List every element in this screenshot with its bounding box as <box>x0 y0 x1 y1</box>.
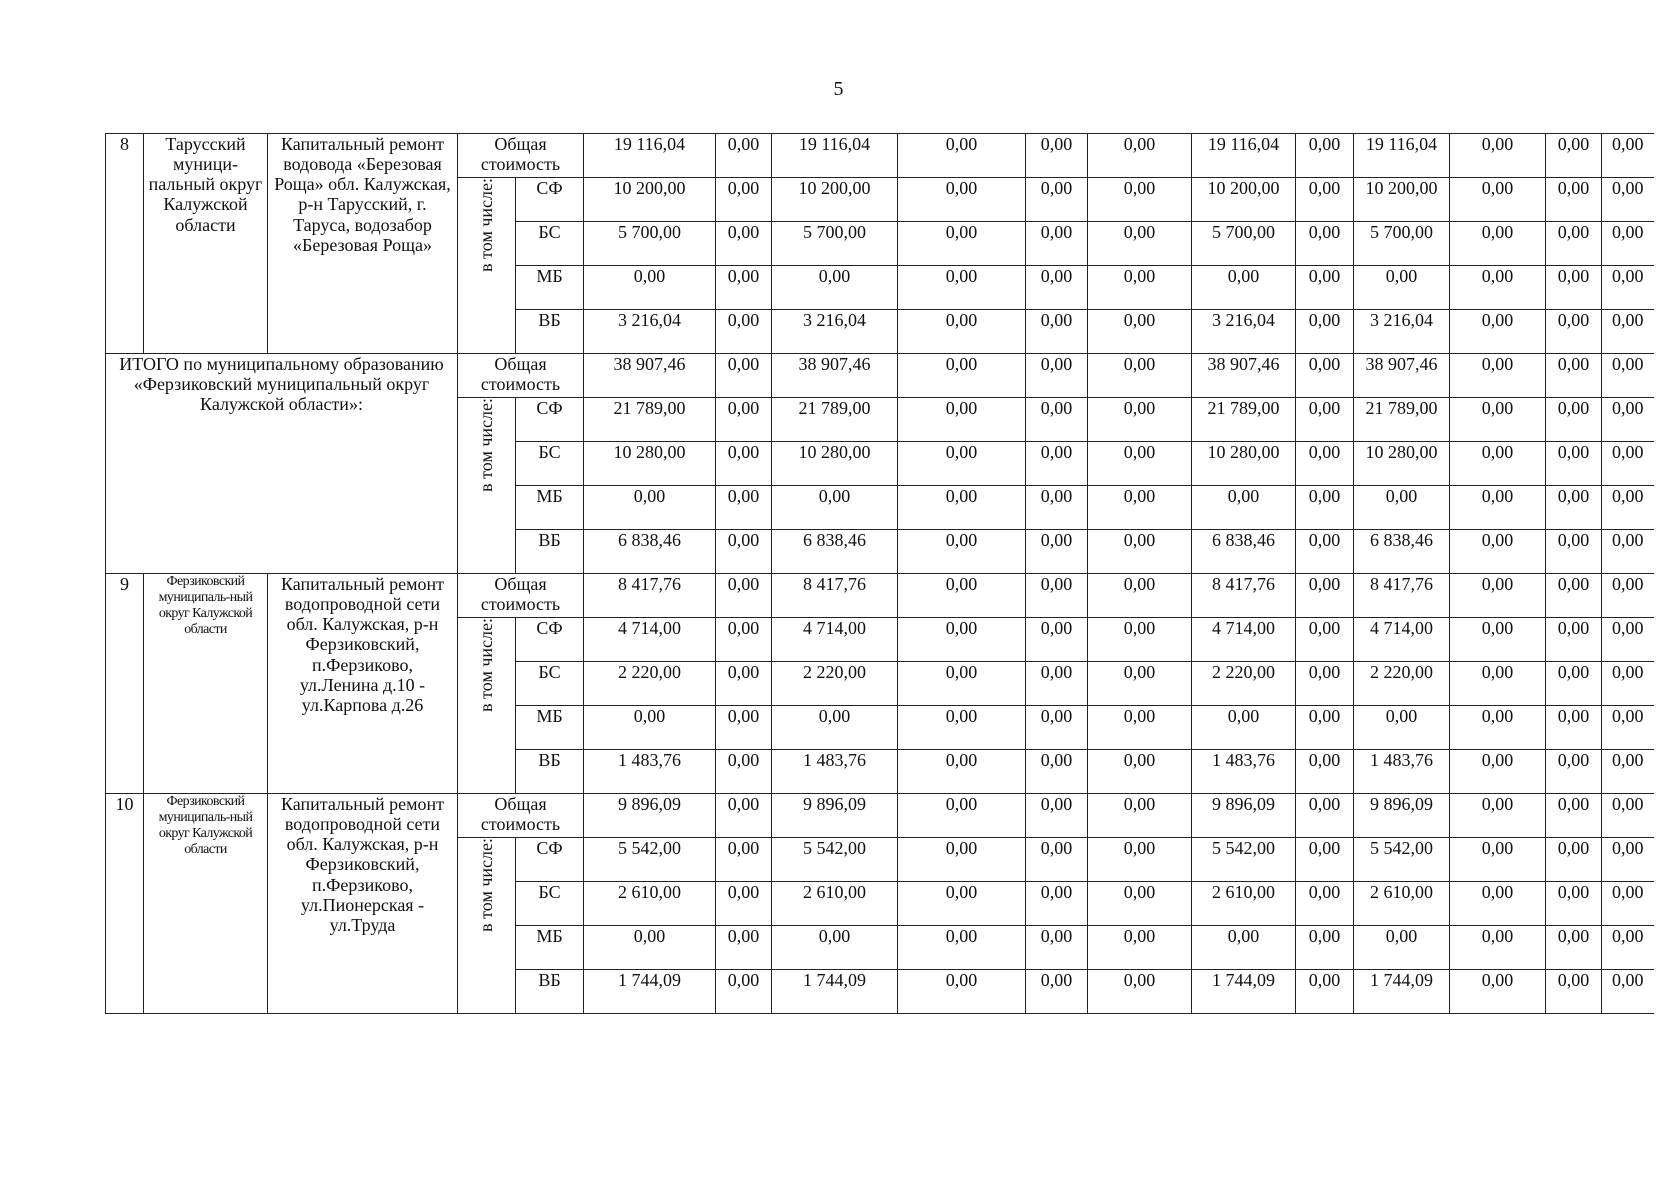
value-cell: 0,00 <box>772 486 898 530</box>
value-cell: 0,00 <box>898 266 1026 310</box>
value-cell: 0,00 <box>716 618 772 662</box>
municipality-cell: Ферзиковский муниципаль-ный округ Калужской области <box>144 794 268 1014</box>
value-cell: 5 700,00 <box>1354 222 1450 266</box>
value-cell: 0,00 <box>716 354 772 398</box>
value-cell: 6 838,46 <box>584 530 716 574</box>
value-cell: 0,00 <box>1088 178 1192 222</box>
including-label: в том числе: <box>476 618 497 712</box>
funding-source-sf: СФ <box>516 838 584 882</box>
value-cell: 0,00 <box>1296 310 1354 354</box>
value-cell: 0,00 <box>716 486 772 530</box>
value-cell: 0,00 <box>1602 574 1654 618</box>
table-row <box>106 574 1654 618</box>
value-cell: 0,00 <box>1546 574 1602 618</box>
value-cell: 0,00 <box>898 970 1026 1014</box>
value-cell: 5 542,00 <box>1354 838 1450 882</box>
value-cell: 0,00 <box>898 310 1026 354</box>
value-cell: 0,00 <box>1026 970 1088 1014</box>
funding-source-vb: ВБ <box>516 750 584 794</box>
value-cell: 0,00 <box>1602 486 1654 530</box>
value-cell: 0,00 <box>584 266 716 310</box>
value-cell: 0,00 <box>1088 662 1192 706</box>
value-cell: 0,00 <box>1026 882 1088 926</box>
value-cell: 0,00 <box>1026 310 1088 354</box>
value-cell: 0,00 <box>1026 442 1088 486</box>
value-cell: 2 610,00 <box>584 882 716 926</box>
value-cell: 0,00 <box>898 838 1026 882</box>
value-cell: 4 714,00 <box>1354 618 1450 662</box>
value-cell: 10 280,00 <box>1354 442 1450 486</box>
value-cell: 0,00 <box>898 486 1026 530</box>
including-label: в том числе: <box>476 178 497 272</box>
value-cell: 6 838,46 <box>1354 530 1450 574</box>
value-cell: 0,00 <box>1026 574 1088 618</box>
including-label-cell <box>458 618 516 794</box>
value-cell: 0,00 <box>1088 354 1192 398</box>
value-cell: 0,00 <box>1296 266 1354 310</box>
value-cell: 10 200,00 <box>772 178 898 222</box>
value-cell: 0,00 <box>1354 266 1450 310</box>
value-cell: 0,00 <box>1602 222 1654 266</box>
value-cell: 0,00 <box>1296 178 1354 222</box>
value-cell: 0,00 <box>1088 310 1192 354</box>
value-cell: 0,00 <box>1546 662 1602 706</box>
value-cell: 0,00 <box>1450 530 1546 574</box>
value-cell: 5 700,00 <box>584 222 716 266</box>
value-cell: 0,00 <box>1296 354 1354 398</box>
value-cell: 0,00 <box>1602 398 1654 442</box>
funding-source-bs: БС <box>516 882 584 926</box>
value-cell: 0,00 <box>1026 266 1088 310</box>
value-cell: 0,00 <box>898 398 1026 442</box>
value-cell: 2 610,00 <box>772 882 898 926</box>
value-cell: 0,00 <box>898 178 1026 222</box>
value-cell: 5 542,00 <box>772 838 898 882</box>
value-cell: 19 116,04 <box>772 134 898 178</box>
value-cell: 0,00 <box>1088 706 1192 750</box>
value-cell: 0,00 <box>1602 618 1654 662</box>
value-cell: 1 483,76 <box>1192 750 1296 794</box>
value-cell: 0,00 <box>898 618 1026 662</box>
page-number: 5 <box>833 78 844 100</box>
value-cell: 0,00 <box>1546 794 1602 838</box>
value-cell: 0,00 <box>1602 354 1654 398</box>
value-cell: 0,00 <box>1026 398 1088 442</box>
value-cell: 0,00 <box>1450 970 1546 1014</box>
value-cell: 0,00 <box>1296 574 1354 618</box>
value-cell: 0,00 <box>898 882 1026 926</box>
value-cell: 0,00 <box>716 266 772 310</box>
value-cell: 9 896,09 <box>772 794 898 838</box>
value-cell: 0,00 <box>1026 618 1088 662</box>
value-cell: 0,00 <box>1192 266 1296 310</box>
funding-source-bs: БС <box>516 662 584 706</box>
value-cell: 0,00 <box>1546 618 1602 662</box>
value-cell: 0,00 <box>716 310 772 354</box>
value-cell: 0,00 <box>1088 398 1192 442</box>
value-cell: 0,00 <box>772 266 898 310</box>
value-cell: 0,00 <box>898 222 1026 266</box>
value-cell: 0,00 <box>1602 838 1654 882</box>
value-cell: 0,00 <box>772 706 898 750</box>
value-cell: 0,00 <box>898 926 1026 970</box>
value-cell: 0,00 <box>1546 134 1602 178</box>
value-cell: 0,00 <box>1546 442 1602 486</box>
value-cell: 0,00 <box>716 134 772 178</box>
row-number: 9 <box>106 574 144 794</box>
value-cell: 0,00 <box>1546 266 1602 310</box>
value-cell: 10 280,00 <box>584 442 716 486</box>
value-cell: 0,00 <box>1602 442 1654 486</box>
value-cell: 21 789,00 <box>772 398 898 442</box>
value-cell: 0,00 <box>1450 178 1546 222</box>
value-cell: 0,00 <box>1450 750 1546 794</box>
funding-source-vb: ВБ <box>516 530 584 574</box>
value-cell: 0,00 <box>1602 310 1654 354</box>
value-cell: 0,00 <box>1026 838 1088 882</box>
value-cell: 9 896,09 <box>1192 794 1296 838</box>
value-cell: 0,00 <box>1450 222 1546 266</box>
value-cell: 0,00 <box>1192 486 1296 530</box>
including-label-cell <box>458 838 516 1014</box>
total-cost-label: Общая стоимость <box>458 574 584 618</box>
value-cell: 8 417,76 <box>772 574 898 618</box>
value-cell: 0,00 <box>716 706 772 750</box>
value-cell: 10 200,00 <box>1192 178 1296 222</box>
value-cell: 21 789,00 <box>1354 398 1450 442</box>
value-cell: 4 714,00 <box>1192 618 1296 662</box>
value-cell: 0,00 <box>1026 178 1088 222</box>
row-number: 10 <box>106 794 144 1014</box>
value-cell: 0,00 <box>1602 178 1654 222</box>
value-cell: 0,00 <box>1296 618 1354 662</box>
value-cell: 19 116,04 <box>1354 134 1450 178</box>
funding-source-sf: СФ <box>516 618 584 662</box>
value-cell: 0,00 <box>1026 706 1088 750</box>
value-cell: 1 483,76 <box>772 750 898 794</box>
value-cell: 0,00 <box>1026 794 1088 838</box>
value-cell: 0,00 <box>1450 134 1546 178</box>
value-cell: 6 838,46 <box>772 530 898 574</box>
value-cell: 0,00 <box>1546 354 1602 398</box>
object-cell: Капитальный ремонт водовода «Березовая Роща» обл. Калужская, р-н Тарусский, г. Таруса, водозабор «Березовая Роща» <box>268 134 458 354</box>
value-cell: 0,00 <box>1026 662 1088 706</box>
value-cell: 19 116,04 <box>584 134 716 178</box>
value-cell: 0,00 <box>772 926 898 970</box>
value-cell: 38 907,46 <box>772 354 898 398</box>
value-cell: 0,00 <box>1602 266 1654 310</box>
value-cell: 1 744,09 <box>1354 970 1450 1014</box>
value-cell: 0,00 <box>1026 486 1088 530</box>
funding-source-mb: МБ <box>516 486 584 530</box>
value-cell: 10 200,00 <box>1354 178 1450 222</box>
value-cell: 8 417,76 <box>584 574 716 618</box>
value-cell: 1 744,09 <box>772 970 898 1014</box>
value-cell: 0,00 <box>1296 794 1354 838</box>
value-cell: 0,00 <box>716 838 772 882</box>
value-cell: 0,00 <box>1296 134 1354 178</box>
value-cell: 0,00 <box>1026 354 1088 398</box>
value-cell: 10 200,00 <box>584 178 716 222</box>
funding-source-vb: ВБ <box>516 310 584 354</box>
value-cell: 38 907,46 <box>584 354 716 398</box>
value-cell: 0,00 <box>584 706 716 750</box>
table-row <box>106 794 1654 838</box>
table-row <box>106 134 1654 178</box>
municipality-cell: Тарусский муници-пальный округ Калужской области <box>144 134 268 354</box>
value-cell: 0,00 <box>1450 794 1546 838</box>
value-cell: 9 896,09 <box>1354 794 1450 838</box>
value-cell: 0,00 <box>1546 222 1602 266</box>
value-cell: 10 280,00 <box>772 442 898 486</box>
value-cell: 0,00 <box>1602 134 1654 178</box>
value-cell: 0,00 <box>716 574 772 618</box>
value-cell: 0,00 <box>1546 838 1602 882</box>
value-cell: 0,00 <box>1546 926 1602 970</box>
value-cell: 0,00 <box>898 354 1026 398</box>
value-cell: 0,00 <box>1296 706 1354 750</box>
value-cell: 21 789,00 <box>1192 398 1296 442</box>
value-cell: 2 610,00 <box>1192 882 1296 926</box>
funding-source-bs: БС <box>516 442 584 486</box>
funding-source-sf: СФ <box>516 178 584 222</box>
value-cell: 0,00 <box>1354 926 1450 970</box>
value-cell: 0,00 <box>1546 310 1602 354</box>
value-cell: 0,00 <box>1546 970 1602 1014</box>
value-cell: 0,00 <box>1296 750 1354 794</box>
value-cell: 6 838,46 <box>1192 530 1296 574</box>
value-cell: 0,00 <box>1450 706 1546 750</box>
funding-source-bs: БС <box>516 222 584 266</box>
value-cell: 3 216,04 <box>1192 310 1296 354</box>
value-cell: 0,00 <box>1546 882 1602 926</box>
value-cell: 0,00 <box>1450 926 1546 970</box>
value-cell: 0,00 <box>1088 266 1192 310</box>
value-cell: 0,00 <box>1450 882 1546 926</box>
value-cell: 0,00 <box>1450 354 1546 398</box>
value-cell: 0,00 <box>716 662 772 706</box>
table-row <box>106 354 1654 398</box>
value-cell: 0,00 <box>1026 530 1088 574</box>
value-cell: 0,00 <box>1192 926 1296 970</box>
value-cell: 0,00 <box>716 794 772 838</box>
value-cell: 9 896,09 <box>584 794 716 838</box>
value-cell: 0,00 <box>1296 442 1354 486</box>
including-label-cell <box>458 398 516 574</box>
value-cell: 0,00 <box>1602 530 1654 574</box>
value-cell: 0,00 <box>1296 398 1354 442</box>
value-cell: 2 220,00 <box>772 662 898 706</box>
value-cell: 2 610,00 <box>1354 882 1450 926</box>
object-cell: Капитальный ремонт водопроводной сети обл. Калужская, р-н Ферзиковский, п.Ферзиково, ул.Пионерская - ул.Труда <box>268 794 458 1014</box>
value-cell: 0,00 <box>898 134 1026 178</box>
value-cell: 0,00 <box>1296 882 1354 926</box>
value-cell: 5 700,00 <box>1192 222 1296 266</box>
value-cell: 2 220,00 <box>584 662 716 706</box>
funding-source-vb: ВБ <box>516 970 584 1014</box>
value-cell: 0,00 <box>716 442 772 486</box>
value-cell: 0,00 <box>716 398 772 442</box>
value-cell: 0,00 <box>1088 618 1192 662</box>
value-cell: 0,00 <box>1546 486 1602 530</box>
funding-source-mb: МБ <box>516 266 584 310</box>
funding-source-mb: МБ <box>516 926 584 970</box>
value-cell: 2 220,00 <box>1192 662 1296 706</box>
value-cell: 0,00 <box>1602 882 1654 926</box>
value-cell: 0,00 <box>1450 486 1546 530</box>
value-cell: 0,00 <box>898 574 1026 618</box>
value-cell: 0,00 <box>1296 530 1354 574</box>
value-cell: 0,00 <box>1546 398 1602 442</box>
value-cell: 4 714,00 <box>772 618 898 662</box>
value-cell: 0,00 <box>716 530 772 574</box>
value-cell: 1 744,09 <box>584 970 716 1014</box>
value-cell: 0,00 <box>898 662 1026 706</box>
value-cell: 0,00 <box>1354 706 1450 750</box>
including-label: в том числе: <box>476 398 497 492</box>
value-cell: 0,00 <box>1026 134 1088 178</box>
value-cell: 0,00 <box>1088 574 1192 618</box>
value-cell: 0,00 <box>1450 618 1546 662</box>
value-cell: 0,00 <box>1088 134 1192 178</box>
value-cell: 38 907,46 <box>1192 354 1296 398</box>
value-cell: 0,00 <box>1088 926 1192 970</box>
value-cell: 0,00 <box>584 926 716 970</box>
total-cost-label: Общая стоимость <box>458 134 584 178</box>
value-cell: 8 417,76 <box>1192 574 1296 618</box>
value-cell: 5 700,00 <box>772 222 898 266</box>
value-cell: 0,00 <box>1192 706 1296 750</box>
value-cell: 0,00 <box>1296 486 1354 530</box>
value-cell: 0,00 <box>1088 838 1192 882</box>
value-cell: 2 220,00 <box>1354 662 1450 706</box>
value-cell: 0,00 <box>1296 970 1354 1014</box>
value-cell: 3 216,04 <box>584 310 716 354</box>
value-cell: 0,00 <box>1450 398 1546 442</box>
value-cell: 1 483,76 <box>1354 750 1450 794</box>
value-cell: 0,00 <box>1546 706 1602 750</box>
municipality-cell: Ферзиковский муниципаль-ный округ Калужской области <box>144 574 268 794</box>
value-cell: 0,00 <box>1602 926 1654 970</box>
value-cell: 0,00 <box>1026 222 1088 266</box>
value-cell: 0,00 <box>1088 530 1192 574</box>
value-cell: 0,00 <box>1296 222 1354 266</box>
value-cell: 38 907,46 <box>1354 354 1450 398</box>
value-cell: 0,00 <box>1088 750 1192 794</box>
value-cell: 0,00 <box>1088 794 1192 838</box>
value-cell: 0,00 <box>716 882 772 926</box>
value-cell: 0,00 <box>1088 970 1192 1014</box>
including-label: в том числе: <box>476 838 497 932</box>
value-cell: 0,00 <box>1450 838 1546 882</box>
value-cell: 1 744,09 <box>1192 970 1296 1014</box>
value-cell: 0,00 <box>1296 838 1354 882</box>
value-cell: 0,00 <box>584 486 716 530</box>
value-cell: 0,00 <box>716 750 772 794</box>
value-cell: 0,00 <box>1088 442 1192 486</box>
value-cell: 0,00 <box>1088 222 1192 266</box>
value-cell: 0,00 <box>1602 706 1654 750</box>
value-cell: 0,00 <box>1296 662 1354 706</box>
value-cell: 19 116,04 <box>1192 134 1296 178</box>
row-number: 8 <box>106 134 144 354</box>
value-cell: 0,00 <box>1450 574 1546 618</box>
value-cell: 5 542,00 <box>1192 838 1296 882</box>
value-cell: 0,00 <box>1546 178 1602 222</box>
value-cell: 0,00 <box>716 970 772 1014</box>
value-cell: 0,00 <box>1450 662 1546 706</box>
value-cell: 0,00 <box>1602 794 1654 838</box>
value-cell: 0,00 <box>1450 266 1546 310</box>
value-cell: 0,00 <box>1026 750 1088 794</box>
value-cell: 21 789,00 <box>584 398 716 442</box>
value-cell: 0,00 <box>898 442 1026 486</box>
value-cell: 0,00 <box>1450 442 1546 486</box>
value-cell: 0,00 <box>898 530 1026 574</box>
value-cell: 4 714,00 <box>584 618 716 662</box>
table-body <box>106 134 1654 1014</box>
value-cell: 0,00 <box>1354 486 1450 530</box>
value-cell: 0,00 <box>898 794 1026 838</box>
value-cell: 1 483,76 <box>584 750 716 794</box>
budget-table <box>105 133 1654 1014</box>
value-cell: 10 280,00 <box>1192 442 1296 486</box>
value-cell: 0,00 <box>898 750 1026 794</box>
value-cell: 0,00 <box>716 178 772 222</box>
including-label-cell <box>458 178 516 354</box>
value-cell: 0,00 <box>898 706 1026 750</box>
funding-source-mb: МБ <box>516 706 584 750</box>
object-cell: Капитальный ремонт водопроводной сети обл. Калужская, р-н Ферзиковский, п.Ферзиково, ул.Ленина д.10 - ул.Карпова д.26 <box>268 574 458 794</box>
funding-source-sf: СФ <box>516 398 584 442</box>
value-cell: 0,00 <box>1296 926 1354 970</box>
value-cell: 3 216,04 <box>772 310 898 354</box>
total-cost-label: Общая стоимость <box>458 354 584 398</box>
value-cell: 8 417,76 <box>1354 574 1450 618</box>
value-cell: 0,00 <box>1602 662 1654 706</box>
value-cell: 3 216,04 <box>1354 310 1450 354</box>
value-cell: 0,00 <box>1602 970 1654 1014</box>
value-cell: 0,00 <box>1026 926 1088 970</box>
value-cell: 0,00 <box>1546 750 1602 794</box>
total-cost-label: Общая стоимость <box>458 794 584 838</box>
total-title-cell: ИТОГО по муниципальному образованию «Ферзиковский муниципальный округ Калужской области»: <box>106 354 458 574</box>
value-cell: 0,00 <box>1602 750 1654 794</box>
value-cell: 0,00 <box>716 926 772 970</box>
value-cell: 0,00 <box>716 222 772 266</box>
value-cell: 5 542,00 <box>584 838 716 882</box>
value-cell: 0,00 <box>1088 486 1192 530</box>
value-cell: 0,00 <box>1546 530 1602 574</box>
value-cell: 0,00 <box>1088 882 1192 926</box>
value-cell: 0,00 <box>1450 310 1546 354</box>
